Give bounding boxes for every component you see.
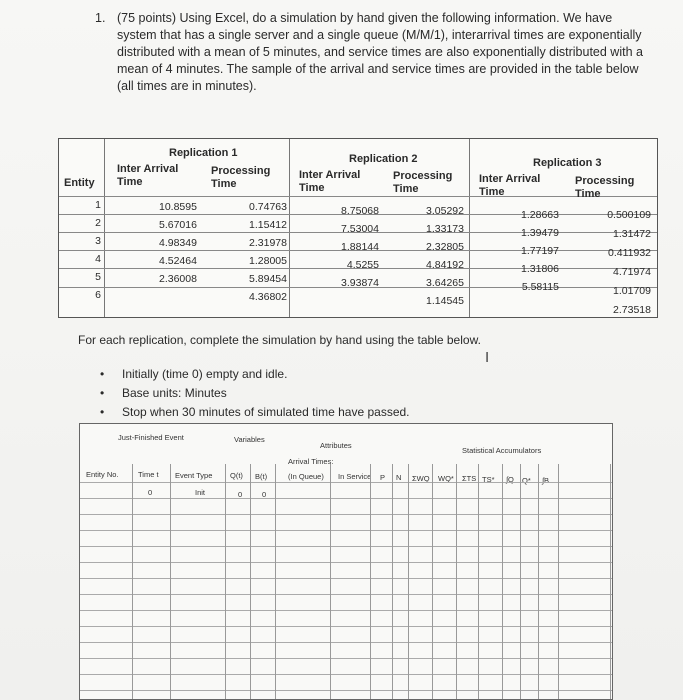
rep1-pt-header: Processing [211, 165, 271, 177]
rep1-interarrival: 2.36008 [159, 273, 197, 285]
entity-index: 2 [95, 217, 101, 229]
rep2-processing: 3.64265 [426, 277, 464, 289]
sim-column-header: ΣTS [462, 474, 477, 484]
sim-grid-row [80, 498, 612, 499]
sim-grid-column [132, 464, 133, 699]
sim-grid-column [456, 464, 457, 699]
sim-column-header: Event Type [175, 470, 213, 480]
rep1-processing: 2.31978 [249, 237, 287, 249]
entity-index: 5 [95, 271, 101, 283]
problem-line: (75 points) Using Excel, do a simulation by hand given the following information. We have [117, 11, 613, 25]
sim-grid-column [502, 464, 503, 699]
sim-grid-column [610, 464, 611, 699]
sim-grid-row [80, 578, 612, 579]
sim-grid-row [80, 530, 612, 531]
rep1-pt-header2: Time [211, 178, 237, 190]
rep2-ia-header2: Time [299, 182, 325, 194]
rep2-interarrival: 3.93874 [341, 277, 379, 289]
sim-column-header: Q(t) [230, 471, 243, 481]
sim-column-header: (In Queue) [288, 472, 324, 481]
sim-column-header: ΣWQ [412, 473, 430, 483]
sim-grid-row [80, 546, 612, 547]
sim-column-header: P [380, 472, 386, 482]
sim-grid-row [80, 514, 612, 515]
first-row-q: 0 [238, 490, 243, 499]
entity-header: Entity [64, 177, 95, 189]
rep3-processing: 2.73518 [613, 304, 651, 316]
rep2-pt-header: Processing [393, 170, 453, 182]
sim-column-header: B(t) [255, 471, 268, 481]
rep3-interarrival: 1.31806 [521, 263, 559, 275]
sim-grid-row [80, 626, 612, 627]
problem-statement [95, 10, 665, 95]
sim-grid-row [80, 642, 612, 643]
sim-column-header: TS* [482, 474, 495, 484]
event-group-header: Just-Finished Event [118, 433, 184, 442]
rep2-processing: 2.32805 [426, 241, 464, 253]
sim-grid-column [275, 464, 276, 699]
simulation-table [79, 423, 613, 700]
rep1-processing: 1.15412 [249, 219, 287, 231]
rep3-pt-header2: Time [575, 188, 601, 200]
rep1-processing: 5.89454 [249, 273, 287, 285]
rep3-processing: 4.71974 [613, 266, 651, 278]
sim-grid-column [225, 464, 226, 699]
sim-grid-row [80, 690, 612, 691]
entity-index: 3 [95, 235, 101, 247]
rep1-processing: 1.28005 [249, 255, 287, 267]
sim-column-header: Q* [522, 475, 531, 485]
sim-grid-row [80, 658, 612, 659]
sim-grid-column [250, 464, 251, 699]
replication-table [58, 138, 658, 318]
rep3-interarrival: 1.39479 [521, 227, 559, 239]
rep3-processing: 0.411932 [607, 247, 651, 259]
sim-grid-column [170, 464, 171, 699]
rep3-ia-header: Inter Arrival [479, 173, 541, 185]
sim-grid-column [408, 464, 409, 699]
problem-number: 1. [95, 11, 106, 25]
rep3-title: Replication 3 [533, 157, 602, 169]
rep1-processing: 4.36802 [249, 291, 287, 303]
rep3-interarrival: 1.28663 [521, 209, 559, 221]
entity-index: 6 [95, 289, 101, 301]
sim-column-header: In Service [338, 472, 372, 482]
rep3-pt-header: Processing [575, 175, 635, 187]
sim-grid-row [80, 674, 612, 675]
sim-column-header: N [396, 473, 402, 483]
rep2-interarrival: 1.88144 [341, 241, 379, 253]
rep1-interarrival: 10.8595 [159, 201, 197, 213]
instructions-intro: For each replication, complete the simulation by hand using the table below. [78, 333, 481, 347]
rep2-title: Replication 2 [349, 153, 418, 165]
first-row-event: Init [195, 488, 206, 497]
sim-grid-column [330, 464, 331, 699]
problem-line: distributed with a mean of 5 minutes, and service times are also exponentially distributed with a [117, 45, 643, 59]
rep3-processing: 1.31472 [613, 228, 651, 240]
rep1-interarrival: 4.98349 [159, 237, 197, 249]
rep2-interarrival: 4.5255 [346, 259, 379, 271]
sim-grid-column [478, 464, 479, 699]
rep2-processing: 4.84192 [426, 259, 464, 271]
sim-column-header: Time t [138, 470, 159, 480]
bullet-item: • Base units: Minutes [100, 386, 227, 400]
variables-group-header: Variables [234, 435, 265, 444]
problem-line: (all times are in minutes). [117, 79, 257, 93]
rep2-processing: 3.05292 [426, 205, 464, 217]
problem-line: system that has a single server and a single queue (M/M/1), interarrival times are exponentially [117, 28, 642, 42]
rep3-processing: 0.500109 [607, 209, 651, 221]
rep1-title: Replication 1 [169, 147, 238, 159]
sim-grid-column [432, 464, 433, 699]
rep3-ia-header2: Time [479, 186, 505, 198]
rep2-interarrival: 8.75068 [341, 205, 379, 217]
attributes-group-header: Attributes [320, 441, 352, 450]
first-row-time: 0 [148, 488, 153, 497]
rep2-pt-header2: Time [393, 183, 419, 195]
sim-grid-column [370, 464, 371, 699]
rep2-interarrival: 7.53004 [341, 223, 379, 235]
rep2-processing: 1.14545 [426, 295, 464, 307]
stats-group-header: Statistical Accumulators [462, 446, 542, 455]
sim-column-header: WQ* [438, 474, 454, 483]
bullet-item: • Initially (time 0) empty and idle. [100, 367, 288, 381]
arrival-times-label: Arrival Times: [288, 457, 334, 466]
sim-grid-column [520, 464, 521, 699]
sim-column-header: ∫Q [506, 475, 514, 485]
rep2-ia-header: Inter Arrival [299, 169, 361, 181]
rep1-interarrival: 5.67016 [159, 219, 197, 231]
entity-index: 4 [95, 253, 101, 265]
sim-grid-row [80, 594, 612, 595]
first-row-b: 0 [262, 490, 267, 499]
entity-index: 1 [95, 199, 101, 211]
rep2-processing: 1.33173 [426, 223, 464, 235]
rep1-ia-header: Inter Arrival [117, 163, 179, 175]
rep3-interarrival: 5.58115 [521, 281, 559, 293]
sim-grid-row [80, 562, 612, 563]
sim-column-header: Entity No. [86, 470, 119, 479]
rep1-ia-header2: Time [117, 176, 143, 188]
sim-grid-column [538, 464, 539, 699]
problem-line: mean of 4 minutes. The sample of the arrival and service times are provided in the table below [117, 62, 639, 76]
sim-grid-row [80, 610, 612, 611]
rep3-processing: 1.01709 [613, 285, 651, 297]
bullet-item: • Stop when 30 minutes of simulated time have passed. [100, 405, 410, 419]
rep1-processing: 0.74763 [249, 201, 287, 213]
text-cursor-icon: I [485, 349, 490, 366]
rep1-interarrival: 4.52464 [159, 255, 197, 267]
sim-column-header: ∫B [542, 476, 550, 485]
rep3-interarrival: 1.77197 [521, 245, 559, 257]
sim-grid-row [80, 482, 612, 483]
sim-grid-column [392, 464, 393, 699]
sim-grid-column [558, 464, 559, 699]
